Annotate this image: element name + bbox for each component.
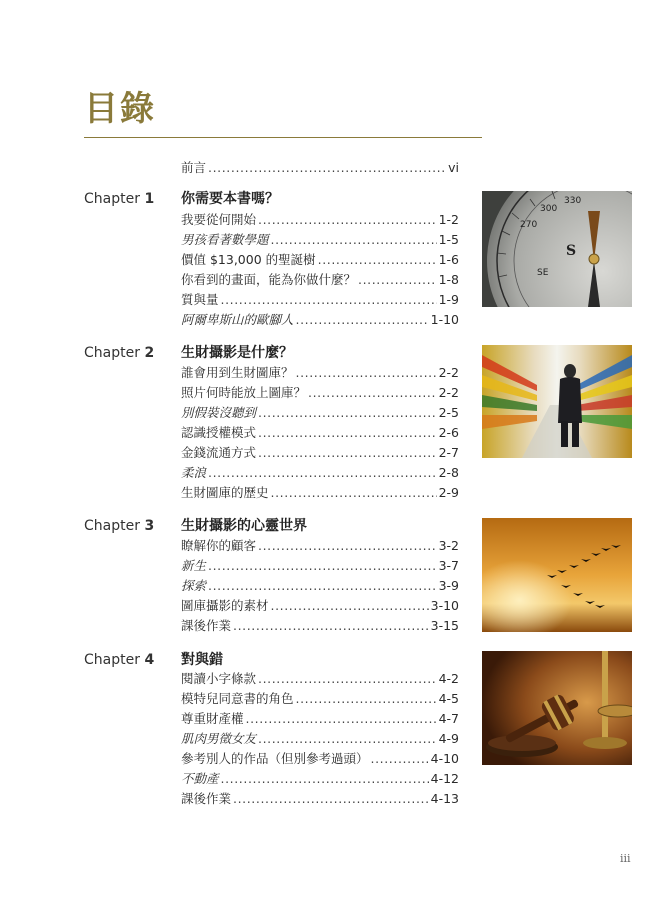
toc-entry[interactable]: 別假裝沒聽到 ..... 2-5 [181, 403, 459, 423]
chapter-title-4[interactable]: 對與錯 [181, 652, 223, 668]
toc-entry[interactable]: 質與量 ..... 1-9 [181, 290, 459, 310]
chapter-label-1: Chapter 1 [84, 191, 155, 207]
toc-entry[interactable]: 你看到的畫面，能為你做什麼？ ..... 1-8 [181, 270, 459, 290]
toc-entry[interactable]: 模特兒同意書的角色 ..... 4-5 [181, 689, 459, 709]
dot-leader [208, 158, 446, 178]
toc-entry[interactable]: 照片何時能放上圖庫？ ..... 2-2 [181, 383, 459, 403]
toc-entry[interactable]: 不動產 ..... 4-12 [181, 769, 459, 789]
gavel-scales-photo [482, 651, 632, 765]
toc-entry[interactable]: 圖庫攝影的素材 ..... 3-10 [181, 596, 459, 616]
toc-entry-title: 前言 [181, 160, 207, 175]
svg-text:300: 300 [540, 204, 558, 214]
toc-entry[interactable]: 阿爾卑斯山的歐腳人 ..... 1-10 [181, 310, 459, 330]
svg-text:SE: SE [537, 268, 549, 278]
chapter-label-3: Chapter 3 [84, 518, 155, 534]
compass-photo [482, 191, 632, 307]
toc-entry[interactable]: 認識授權模式 ..... 2-6 [181, 423, 459, 443]
toc-entry-preface[interactable] [181, 158, 459, 178]
birds-sunset-photo [482, 518, 632, 632]
toc-entry[interactable]: 誰會用到生財圖庫？ ..... 2-2 [181, 363, 459, 383]
toc-entry[interactable]: 課後作業 ..... 3-15 [181, 616, 459, 636]
svg-text:S: S [566, 243, 577, 259]
toc-entry[interactable]: 尊重財產權 ..... 4-7 [181, 709, 459, 729]
toc-entry[interactable]: 我要從何開始 ..... 1-2 [181, 210, 459, 230]
toc-entry[interactable]: 新生 ..... 3-7 [181, 556, 459, 576]
toc-entry[interactable]: 價值 $13,000 的聖誕樹 ..... 1-6 [181, 250, 459, 270]
toc-entry[interactable]: 探索 ..... 3-9 [181, 576, 459, 596]
supermarket-aisle-photo [482, 345, 632, 458]
title-divider [84, 137, 482, 138]
toc-entry[interactable]: 男孩看著數學題 ..... 1-5 [181, 230, 459, 250]
chapter-title-2[interactable]: 生財攝影是什麼？ [181, 345, 293, 361]
svg-text:330: 330 [564, 196, 582, 206]
toc-entry[interactable]: 金錢流通方式 ..... 2-7 [181, 443, 459, 463]
toc-entry[interactable]: 瞭解你的顧客 ..... 3-2 [181, 536, 459, 556]
toc-entry[interactable]: 生財圖庫的歷史 ..... 2-9 [181, 483, 459, 503]
toc-entry[interactable]: 課後作業 ..... 4-13 [181, 789, 459, 809]
toc-entry[interactable]: 柔浪 ..... 2-8 [181, 463, 459, 483]
page-title: 目錄 [84, 89, 156, 129]
toc-entry[interactable]: 閱讀小字條款 ..... 4-2 [181, 669, 459, 689]
chapter-title-3[interactable]: 生財攝影的心靈世界 [181, 518, 307, 534]
chapter-title-1[interactable]: 你需要本書嗎？ [181, 191, 279, 207]
toc-entry-page: vi [448, 160, 459, 175]
chapter-label-4: Chapter 4 [84, 652, 155, 668]
toc-entry[interactable]: 參考別人的作品（但別參考過頭） ..... 4-10 [181, 749, 459, 769]
svg-text:270: 270 [520, 220, 538, 230]
toc-entry[interactable]: 肌肉男徵女友 ..... 4-9 [181, 729, 459, 749]
page-number: iii [620, 852, 631, 865]
chapter-label-2: Chapter 2 [84, 345, 155, 361]
